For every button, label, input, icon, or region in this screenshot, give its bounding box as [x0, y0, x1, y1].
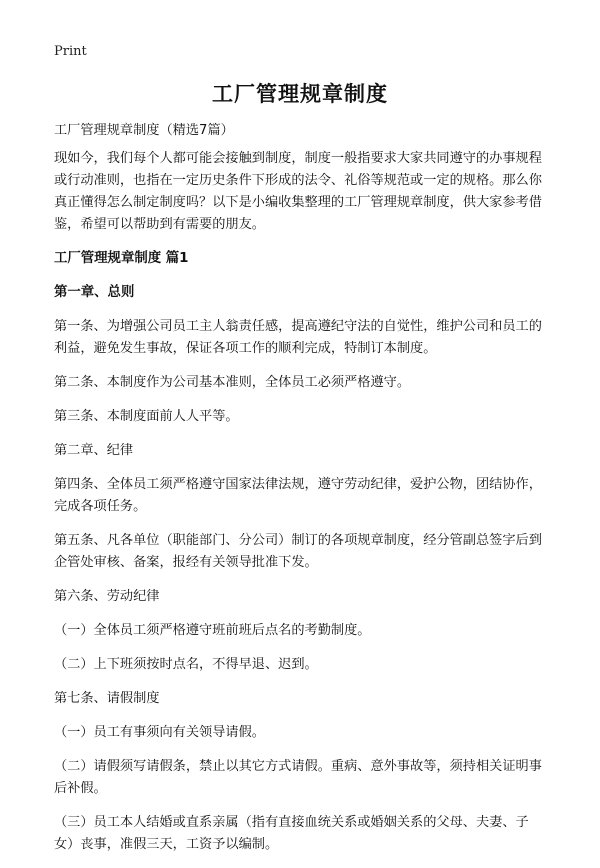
- chapter-heading-general: 第一章、总则: [54, 285, 135, 300]
- section-heading: 工厂管理规章制度 篇1: [54, 251, 189, 266]
- article-6-item-1: （一）全体员工须严格遵守班前班后点名的考勤制度。: [54, 623, 371, 638]
- article-2: 第二条、本制度作为公司基本准则，全体员工必须严格遵守。: [54, 375, 411, 390]
- article-7: 第七条、请假制度: [54, 691, 160, 706]
- document-body: [54, 120, 548, 868]
- article-7-item-2: （二）请假须写请假条，禁止以其它方式请假。重病、意外事故等，须持相关证明事后补假。: [54, 759, 542, 796]
- article-7-item-3: （三）员工本人结婚或直系亲属（指有直接血统关系或婚姻关系的父母、夫妻、子女）丧事，准假三天，工资予以编制。: [54, 815, 529, 852]
- article-7-item-1: （一）员工有事须向有关领导请假。: [54, 725, 265, 740]
- print-link[interactable]: Print: [54, 44, 87, 59]
- chapter-heading-discipline: 第二章、纪律: [54, 443, 134, 458]
- article-1: 第一条、为增强公司员工主人翁责任感，提高遵纪守法的自觉性，维护公司和员工的利益，避免发生事故，保证各项工作的顺利完成，特制订本制度。: [54, 319, 542, 356]
- document-title: 工厂管理规章制度: [212, 82, 388, 106]
- article-6: 第六条、劳动纪律: [54, 589, 160, 604]
- document-subtitle: 工厂管理规章制度（精选7篇）: [54, 123, 234, 138]
- intro-paragraph: 现如今，我们每个人都可能会接触到制度，制度一般指要求大家共同遵守的办事规程或行动准则，也指在一定历史条件下形成的法令、礼俗等规范或一定的规格。那么你真正懂得怎么制定制度吗？以下是小编收集整理的工厂管理规章制度，供大家参考借鉴，希望可以帮助到有需要的朋友。: [54, 151, 542, 232]
- article-4: 第四条、全体员工须严格遵守国家法律法规，遵守劳动纪律，爱护公物，团结协作，完成各项任务。: [54, 477, 542, 514]
- article-6-item-2: （二）上下班须按时点名，不得早退、迟到。: [54, 657, 318, 672]
- article-3: 第三条、本制度面前人人平等。: [54, 409, 239, 424]
- article-5: 第五条、凡各单位（职能部门、分公司）制订的各项规章制度，经分管副总签字后到企管处审核、备案，报经有关领导批准下发。: [54, 533, 542, 570]
